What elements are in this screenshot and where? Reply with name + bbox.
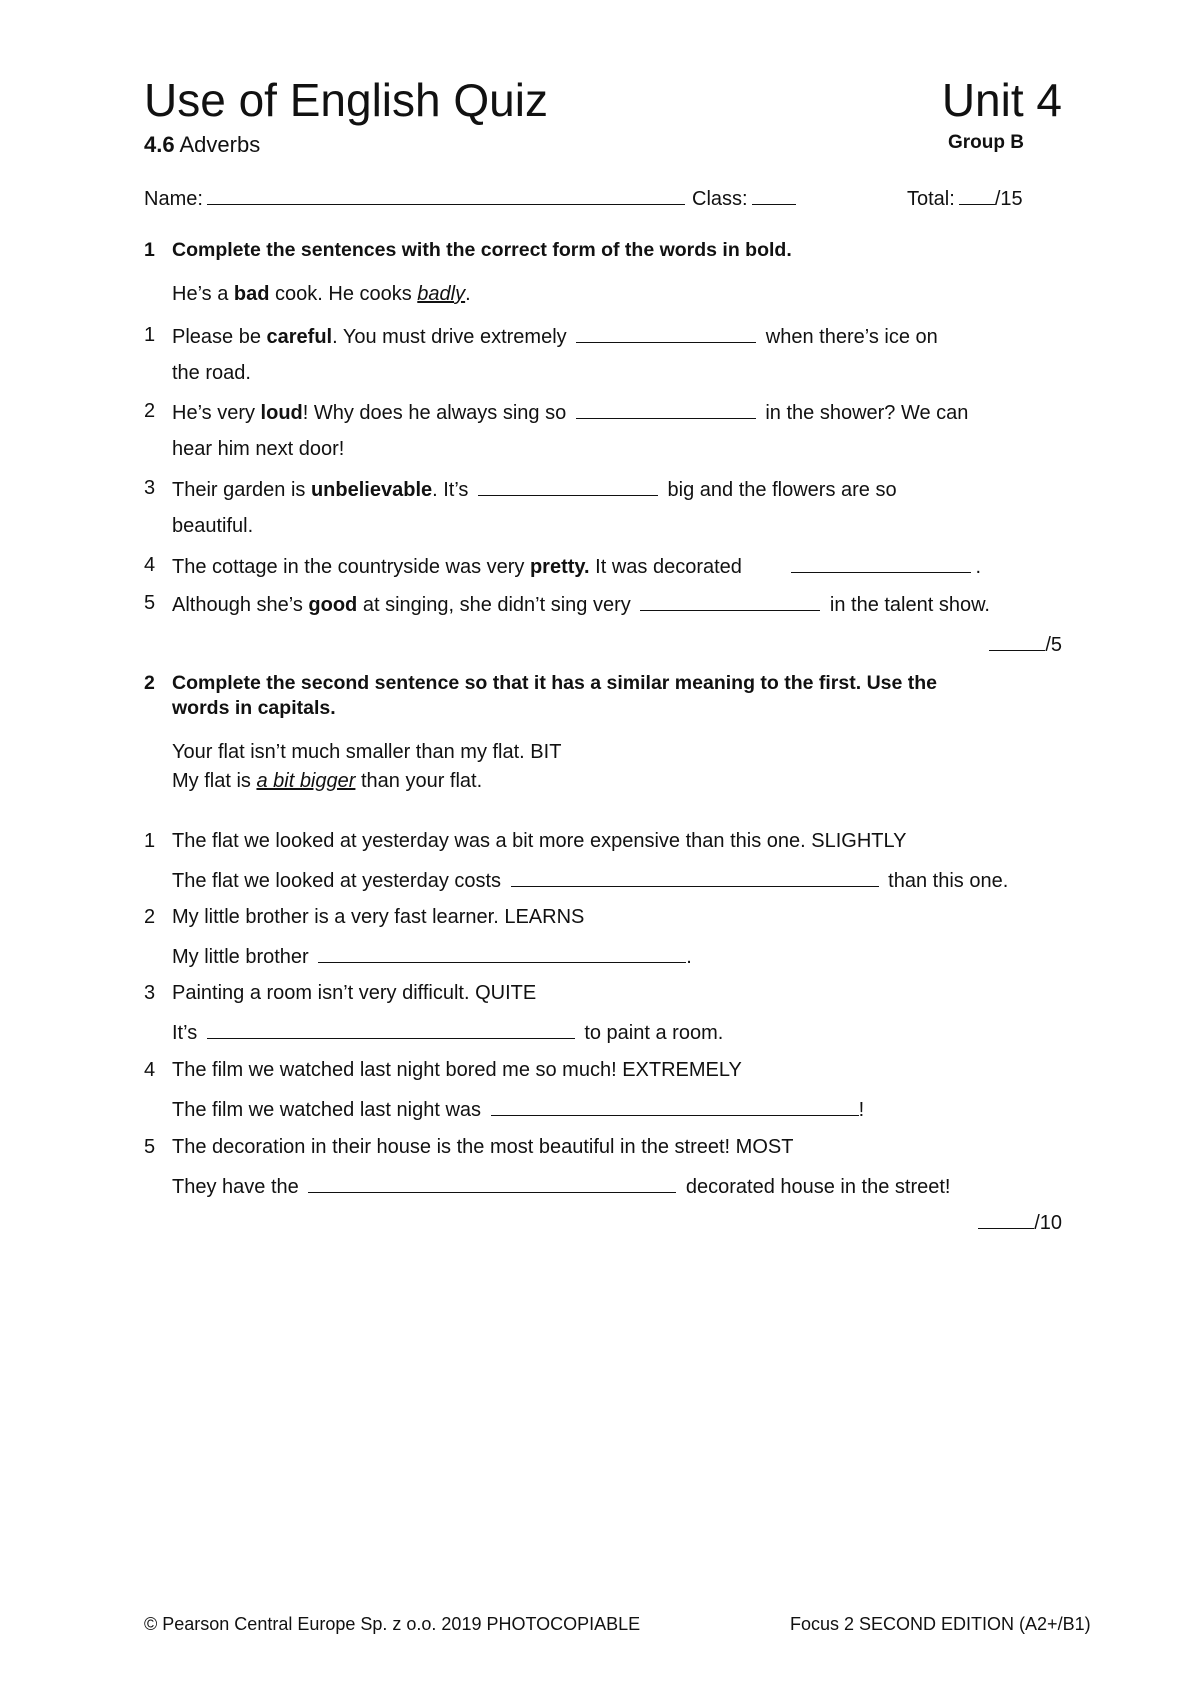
- task2-example-second: My flat is a bit bigger than your flat.: [172, 770, 483, 792]
- name-field[interactable]: [144, 184, 689, 212]
- task2-item-number: 3: [144, 982, 156, 1004]
- task1-item-number: 4: [144, 554, 156, 576]
- footer-edition: Focus 2 SECOND EDITION (A2+/B1): [790, 1614, 1091, 1634]
- task1-item-number: 3: [144, 477, 156, 499]
- name-label: Name:: [144, 188, 203, 210]
- page-title: Use of English Quiz: [144, 74, 548, 126]
- task2-item-number: 4: [144, 1059, 156, 1081]
- answer-blank[interactable]: [576, 322, 756, 343]
- task1-item-number: 2: [144, 400, 156, 422]
- task1-item-2-cont: hear him next door!: [172, 438, 345, 460]
- footer-copyright: © Pearson Central Europe Sp. z o.o. 2019 PHOTOCOPIABLE: [144, 1614, 641, 1634]
- task2-number: 2: [144, 672, 155, 694]
- lesson-name: Adverbs: [179, 132, 261, 157]
- task2-item-3-first: Painting a room isn’t very difficult. QUITE: [172, 982, 537, 1004]
- task2-item-number: 1: [144, 830, 156, 852]
- answer-blank[interactable]: [640, 590, 820, 611]
- answer-blank[interactable]: [308, 1172, 676, 1193]
- task1-instruction: Complete the sentences with the correct form of the words in bold.: [172, 239, 792, 261]
- task2-score: /10: [978, 1208, 1062, 1236]
- name-blank[interactable]: [207, 184, 685, 205]
- task1-score: /5: [989, 630, 1062, 658]
- task2-item-4-first: The film we watched last night bored me so much! EXTREMELY: [172, 1059, 742, 1081]
- task1-item-3-cont: beautiful.: [172, 515, 254, 537]
- task2-heading: [144, 671, 937, 721]
- answer-blank[interactable]: [511, 866, 879, 887]
- task2-item-1-second: The flat we looked at yesterday costs than this one.: [172, 866, 1008, 894]
- score-blank[interactable]: [989, 630, 1045, 651]
- answer-blank[interactable]: [207, 1018, 575, 1039]
- unit-label: Unit 4: [941, 74, 1062, 126]
- task2-item-5-first: The decoration in their house is the most beautiful in the street! MOST: [172, 1136, 794, 1158]
- group-label: Group B: [948, 132, 1024, 153]
- task2-item-2-second: My little brother .: [172, 942, 692, 970]
- task1-example-answer: badly: [417, 283, 466, 305]
- task1-number: 1: [144, 239, 155, 261]
- task2-item-3-second: It’s to paint a room.: [172, 1018, 723, 1046]
- score-blank[interactable]: [978, 1208, 1034, 1229]
- lesson-number: 4.6: [144, 132, 175, 157]
- answer-blank[interactable]: [576, 398, 756, 419]
- answer-blank[interactable]: [491, 1095, 859, 1116]
- task2-instruction: Complete the second sentence so that it has a similar meaning to the first. Use the words in capitals.: [172, 672, 938, 719]
- task2-item-4-second: The film we watched last night was !: [172, 1095, 864, 1123]
- task2-item-2-first: My little brother is a very fast learner. LEARNS: [172, 906, 585, 928]
- total-field: [907, 184, 1023, 212]
- class-blank[interactable]: [752, 184, 796, 205]
- task2-item-5-second: They have the decorated house in the street!: [172, 1172, 951, 1200]
- total-label: Total:: [907, 188, 955, 210]
- task2-example-first: Your flat isn’t much smaller than my flat. BIT: [172, 741, 562, 763]
- task1-item-5: Although she’s good at singing, she didn’t sing very in the talent show.: [172, 590, 990, 618]
- task2-item-number: 2: [144, 906, 156, 928]
- task2-item-number: 5: [144, 1136, 156, 1158]
- class-label: Class:: [692, 188, 748, 210]
- task1-item-1-cont: the road.: [172, 362, 251, 384]
- task1-item-2: He’s very loud! Why does he always sing so in the shower? We can: [172, 398, 968, 426]
- task2-example-answer: a bit bigger: [256, 770, 356, 792]
- task1-item-number: 5: [144, 592, 156, 614]
- answer-blank[interactable]: [478, 475, 658, 496]
- task1-item-4: The cottage in the countryside was very pretty. It was decorated .: [172, 552, 981, 580]
- task2-item-1-first: The flat we looked at yesterday was a bit more expensive than this one. SLIGHTLY: [172, 830, 907, 852]
- task1-heading: [144, 238, 792, 263]
- answer-blank[interactable]: [791, 552, 971, 573]
- task1-item-3: Their garden is unbelievable. It’s big and the flowers are so: [172, 475, 897, 503]
- answer-blank[interactable]: [318, 942, 686, 963]
- lesson-title: [144, 131, 260, 159]
- task1-item-1: Please be careful. You must drive extremely when there’s ice on: [172, 322, 938, 350]
- total-max: /15: [994, 188, 1023, 210]
- class-field[interactable]: [692, 184, 800, 212]
- task1-item-number: 1: [144, 324, 156, 346]
- total-blank[interactable]: [959, 184, 995, 205]
- task1-example: He’s a bad cook. He cooks badly.: [172, 283, 471, 305]
